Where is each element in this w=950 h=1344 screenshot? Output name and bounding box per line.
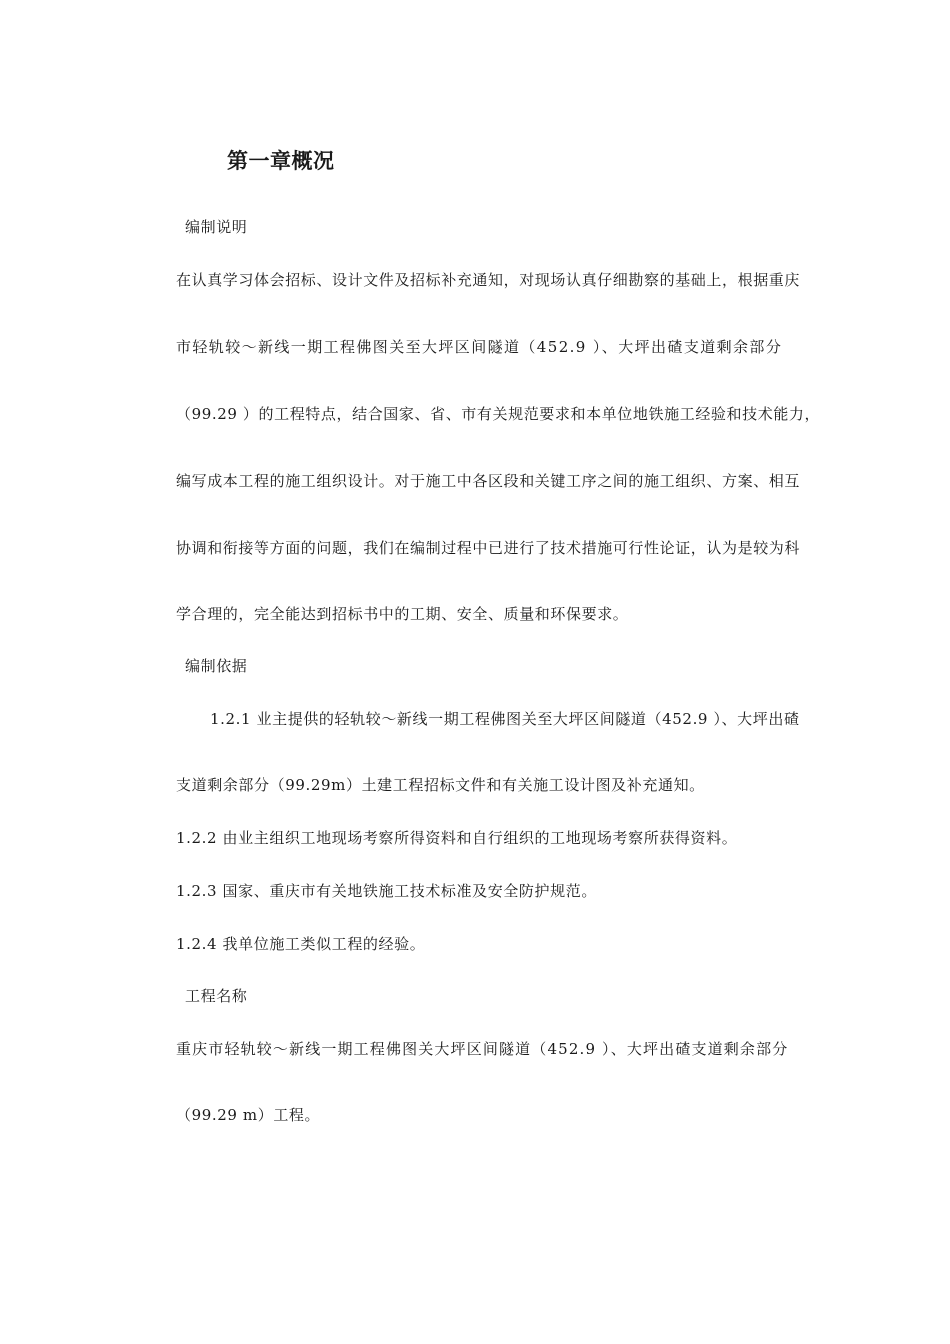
section-heading-compilation-notes: 编制说明	[185, 218, 248, 236]
list-item: 1.2.3 国家、重庆市有关地铁施工技术标准及安全防护规范。	[176, 882, 597, 900]
section-heading-project-name: 工程名称	[185, 987, 248, 1005]
paragraph-line: 编写成本工程的施工组织设计。对于施工中各区段和关键工序之间的施工组织、方案、相互	[176, 472, 801, 490]
paragraph-line: （99.29 ）的工程特点，结合国家、省、市有关规范要求和本单位地铁施工经验和技术能力，	[176, 405, 821, 423]
paragraph-line: 协调和衔接等方面的问题，我们在编制过程中已进行了技术措施可行性论证，认为是较为科	[176, 539, 801, 557]
chapter-title: 第一章概况	[227, 148, 335, 173]
list-item: 1.2.4 我单位施工类似工程的经验。	[176, 935, 426, 953]
list-item: 1.2.2 由业主组织工地现场考察所得资料和自行组织的工地现场考察所获得资料。	[176, 829, 738, 847]
list-item: 1.2.1 业主提供的轻轨较～新线一期工程佛图关至大坪区间隧道（452.9 ）、大坪出碴	[210, 710, 800, 728]
section-heading-compilation-basis: 编制依据	[185, 657, 248, 675]
paragraph-line: （99.29 m）工程。	[176, 1106, 321, 1124]
paragraph-line: 重庆市轻轨较～新线一期工程佛图关大坪区间隧道（452.9 ）、大坪出碴支道剩余部分	[176, 1040, 789, 1058]
paragraph-line: 在认真学习体会招标、设计文件及招标补充通知，对现场认真仔细勘察的基础上，根据重庆	[176, 271, 801, 289]
paragraph-line: 学合理的，完全能达到招标书中的工期、安全、质量和环保要求。	[176, 605, 629, 623]
paragraph-line: 市轻轨较～新线一期工程佛图关至大坪区间隧道（452.9 ）、大坪出碴支道剩余部分	[176, 338, 783, 356]
list-item: 支道剩余部分（99.29m）土建工程招标文件和有关施工设计图及补充通知。	[176, 776, 705, 794]
